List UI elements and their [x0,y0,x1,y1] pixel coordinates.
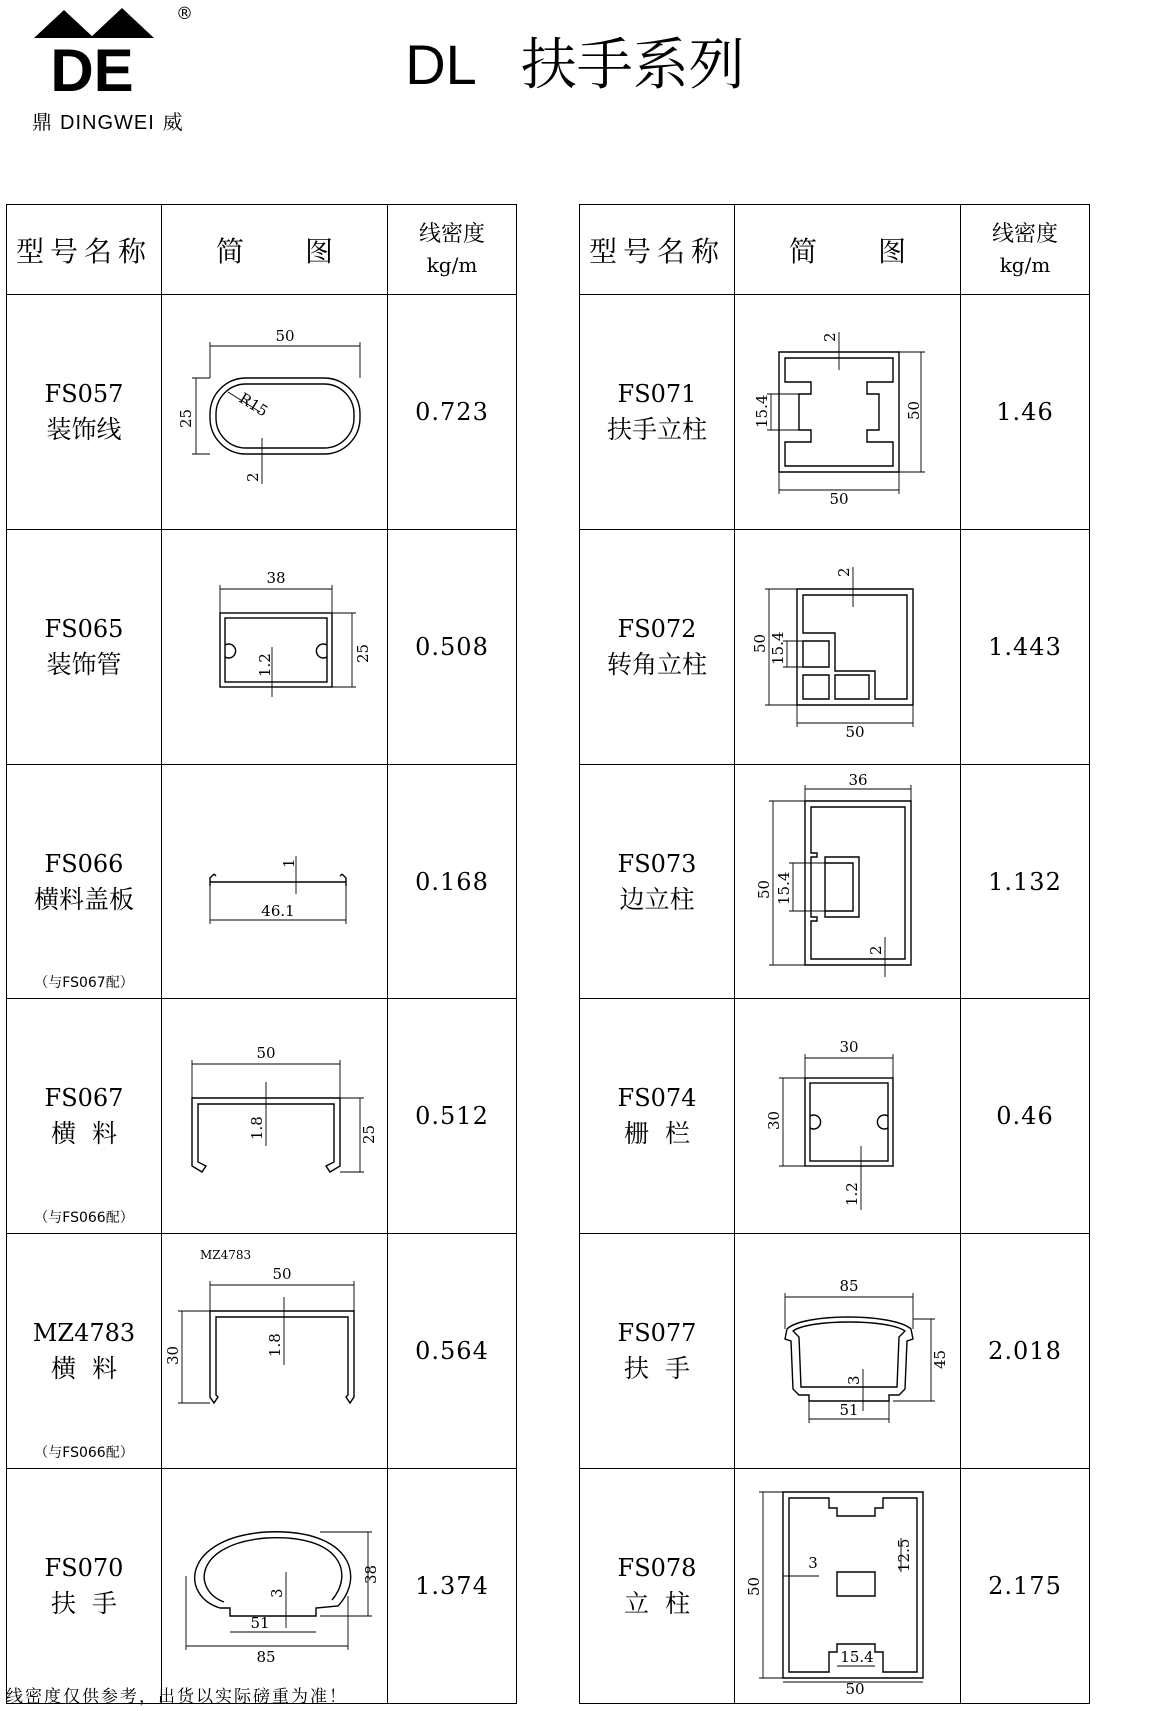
dim-label: 50 [274,326,295,345]
table-row [7,295,517,530]
profile-drawing-fs072 [743,547,953,747]
dim-label: 2 [834,567,853,577]
profile-drawing-fs067 [170,1016,380,1216]
table-row [580,295,1090,530]
dim-label: 12.5 [894,1538,913,1573]
model-code: FS073 [617,849,697,878]
model-header-label: 型号名称 [588,234,725,268]
product-name: 装饰管 [46,649,122,679]
registered-mark: ® [176,4,193,24]
dim-label: 3 [807,1554,818,1573]
density-value: 0.46 [996,1102,1054,1131]
dim-label: 51 [249,1614,270,1633]
model-cell [580,295,735,530]
model-cell [580,529,735,764]
density-cell [388,295,517,530]
dim-label: 85 [255,1648,276,1667]
dim-label: 46.1 [260,901,295,920]
density-cell [961,1469,1090,1704]
sketch-cell [162,295,388,530]
profile-drawing-fs057 [170,312,380,512]
profile-drawing-fs071 [743,312,953,512]
table-row [7,764,517,999]
table-row [580,1234,1090,1469]
drawing-code-label: MZ4783 [199,1248,251,1263]
page-title [0,30,1150,101]
dim-label: 45 [930,1350,949,1370]
pairing-note: （与FS066配） [34,1210,134,1227]
density-value: 0.723 [415,397,489,426]
sketch-cell [162,1469,388,1704]
product-name: 横 料 [51,1119,117,1149]
dim-label: 1.8 [247,1116,266,1141]
density-header [961,205,1090,295]
profile-drawing-fs070 [170,1476,380,1696]
model-code: MZ4783 [32,1319,136,1348]
dim-label: 15.4 [839,1648,874,1667]
product-name: 扶 手 [624,1354,690,1384]
table-row [7,529,517,764]
series-code: DL [405,33,477,96]
product-name: 扶 手 [51,1589,117,1619]
density-value: 2.175 [988,1572,1062,1601]
profile-drawing-fs065 [170,547,380,747]
profile-drawing-fs074 [743,1016,953,1216]
sketch-cell [735,295,961,530]
pairing-note: （与FS066配） [34,1445,134,1462]
table-header-row [580,205,1090,295]
dim-label: 2 [820,332,839,342]
model-code: FS067 [44,1084,124,1113]
sketch-header [735,205,961,295]
sketch-cell [162,1234,388,1469]
density-unit-label: kg/m [999,252,1051,277]
model-cell [580,1234,735,1469]
dim-label: 30 [838,1038,859,1057]
dim-label: 1.2 [255,652,274,677]
sketch-header-label: 简 图 [789,234,932,268]
model-cell [7,764,162,999]
sketch-cell [162,999,388,1234]
dim-label: 25 [353,643,372,663]
density-cell [961,1234,1090,1469]
model-cell [7,999,162,1234]
dim-label: 50 [904,400,923,420]
product-name: 边立柱 [619,884,695,914]
density-cell [388,1234,517,1469]
pairing-note: （与FS067配） [34,975,134,992]
dim-label: 36 [847,770,868,789]
brand-latin-name: DINGWEI [60,112,155,134]
dim-label: 85 [838,1277,859,1296]
dim-label: 50 [844,722,865,741]
density-cell [388,764,517,999]
density-unit-label: kg/m [426,252,478,277]
model-cell [580,1469,735,1704]
dim-label: 25 [359,1125,378,1145]
model-code: FS066 [44,849,124,878]
dim-label: 3 [267,1588,286,1599]
sketch-cell [735,999,961,1234]
dim-label: 50 [750,633,769,653]
sketch-cell [735,1234,961,1469]
model-code: FS071 [617,379,697,408]
product-name: 横 料 [51,1354,117,1384]
dim-label: 15.4 [752,394,771,428]
model-cell [7,295,162,530]
density-value: 1.374 [415,1572,489,1601]
profile-drawing-fs066 [170,782,380,982]
model-code: FS077 [617,1319,697,1348]
left-catalogue-table [6,204,517,1704]
product-name: 转角立柱 [606,649,707,679]
profile-drawing-fs073 [743,770,953,987]
model-code: FS072 [617,614,697,643]
model-code: FS078 [617,1554,697,1583]
sketch-header-label: 简 图 [216,234,359,268]
dim-label: 51 [838,1401,859,1420]
table-header-row [7,205,517,295]
model-code: FS074 [617,1084,697,1113]
profile-drawing-mz4783 [163,1241,380,1461]
model-header [580,205,735,295]
product-name: 装饰线 [46,414,122,444]
brand-right-char: 威 [162,110,183,134]
dim-label: R15 [235,389,271,421]
dim-label: 38 [265,568,286,587]
density-value: 1.443 [988,632,1062,661]
dim-label: 25 [176,408,195,428]
profile-drawing-fs077 [743,1251,953,1451]
dim-label: 38 [361,1564,380,1585]
model-cell [7,1234,162,1469]
footnote: 线密度仅供参考，出货以实际磅重为准！ [6,1687,348,1707]
density-header [388,205,517,295]
sketch-cell [162,764,388,999]
product-name: 扶手立柱 [606,414,707,444]
model-cell [580,999,735,1234]
series-title: 扶手系列 [520,33,745,98]
model-code: FS070 [44,1554,124,1583]
product-name: 横料盖板 [33,884,134,914]
dim-label: 1 [279,858,298,868]
dim-label: 1.8 [265,1333,284,1358]
brand-left-char: 鼎 [32,110,52,134]
density-value: 0.168 [415,867,489,896]
dim-label: 30 [163,1346,182,1366]
dim-label: 50 [844,1680,865,1699]
density-value: 0.512 [415,1102,489,1131]
dim-label: 1.2 [842,1182,861,1207]
density-header-label: 线密度 [418,221,485,247]
density-value: 0.564 [415,1337,489,1366]
dim-label: 2 [866,945,885,955]
profile-drawing-fs078 [743,1476,953,1699]
dim-label: 30 [764,1111,783,1131]
table-row [7,1469,517,1704]
right-catalogue-table [579,204,1090,1704]
density-header-label: 线密度 [991,221,1058,247]
sketch-header [162,205,388,295]
table-row [580,764,1090,999]
density-value: 2.018 [988,1337,1062,1366]
dim-label: 2 [243,472,262,482]
density-value: 1.132 [988,867,1062,896]
dim-label: 3 [844,1375,863,1386]
density-cell [961,529,1090,764]
dim-label: 50 [828,489,849,508]
model-code: FS065 [44,614,124,643]
model-cell [7,1469,162,1704]
table-row [7,999,517,1234]
sketch-cell [162,529,388,764]
density-cell [961,764,1090,999]
logo-letters: DE [50,37,134,104]
table-row [580,1469,1090,1704]
dim-label: 15.4 [768,631,787,665]
density-cell [388,529,517,764]
model-header-label: 型号名称 [15,234,152,268]
model-cell [7,529,162,764]
model-code: FS057 [44,379,124,408]
density-value: 1.46 [996,397,1054,426]
table-row [580,529,1090,764]
dim-label: 50 [744,1576,763,1597]
density-cell [961,999,1090,1234]
model-cell [580,764,735,999]
sketch-cell [735,1469,961,1704]
brand-name [32,106,183,135]
sketch-cell [735,529,961,764]
density-cell [388,1469,517,1704]
product-name: 栅 栏 [624,1119,690,1149]
table-row [580,999,1090,1234]
table-row [7,1234,517,1469]
density-value: 0.508 [415,632,489,661]
product-name: 立 柱 [624,1589,690,1619]
sketch-cell [735,764,961,999]
density-cell [961,295,1090,530]
dim-label: 50 [754,879,773,899]
dim-label: 50 [255,1044,276,1063]
dim-label: 50 [271,1265,292,1284]
dim-label: 15.4 [774,871,793,905]
model-header [7,205,162,295]
density-cell [388,999,517,1234]
